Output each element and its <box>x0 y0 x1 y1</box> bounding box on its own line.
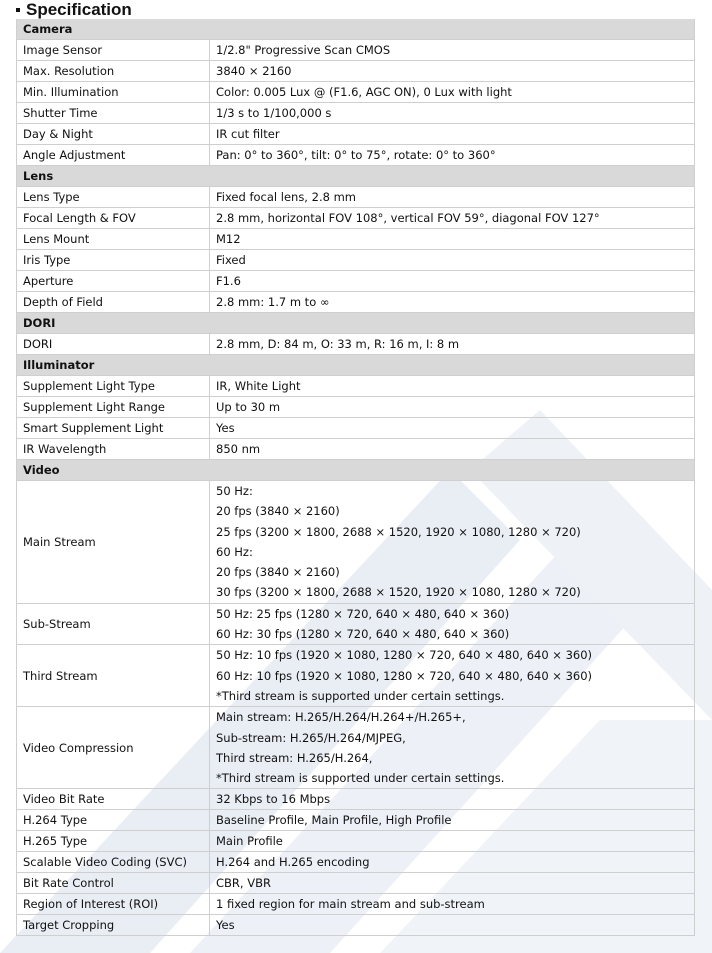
spec-value-line: *Third stream is supported under certain settings. <box>216 688 505 703</box>
spec-label: Supplement Light Type <box>17 376 210 397</box>
spec-label: Lens Mount <box>17 229 210 250</box>
page-title <box>16 0 132 19</box>
spec-row <box>17 915 695 936</box>
spec-row <box>17 852 695 873</box>
spec-value: 2.8 mm: 1.7 m to ∞ <box>210 292 695 313</box>
spec-value: 1 fixed region for main stream and sub-stream <box>210 894 695 915</box>
spec-value: Fixed focal lens, 2.8 mm <box>210 187 695 208</box>
spec-label: Min. Illumination <box>17 82 210 103</box>
spec-label: Iris Type <box>17 250 210 271</box>
spec-value: Up to 30 m <box>210 397 695 418</box>
spec-row <box>17 645 695 707</box>
spec-value: 3840 × 2160 <box>210 61 695 82</box>
spec-label: Day & Night <box>17 124 210 145</box>
spec-row <box>17 124 695 145</box>
specification-table <box>16 19 695 936</box>
spec-value: H.264 and H.265 encoding <box>210 852 695 873</box>
spec-label: Bit Rate Control <box>17 873 210 894</box>
spec-value-line: 50 Hz: <box>216 484 253 498</box>
section-title: Video <box>17 460 695 481</box>
spec-row <box>17 418 695 439</box>
spec-row <box>17 145 695 166</box>
spec-label: H.265 Type <box>17 831 210 852</box>
spec-value <box>210 707 695 789</box>
spec-row <box>17 439 695 460</box>
section-title: DORI <box>17 313 695 334</box>
spec-label: H.264 Type <box>17 810 210 831</box>
spec-value: IR cut filter <box>210 124 695 145</box>
spec-value-line: 60 Hz: 10 fps (1920 × 1080, 1280 × 720, 640 × 480, 640 × 360) <box>216 668 593 683</box>
spec-label: Shutter Time <box>17 103 210 124</box>
spec-value: Pan: 0° to 360°, tilt: 0° to 75°, rotate: 0° to 360° <box>210 145 695 166</box>
spec-row <box>17 810 695 831</box>
spec-value-line: 25 fps (3200 × 1800, 2688 × 1520, 1920 × 1080, 1280 × 720) <box>216 524 581 539</box>
spec-row <box>17 82 695 103</box>
spec-row <box>17 831 695 852</box>
section-title: Lens <box>17 166 695 187</box>
spec-value: Yes <box>210 915 695 936</box>
spec-label: DORI <box>17 334 210 355</box>
title-bullet-icon <box>16 8 20 12</box>
spec-label: Smart Supplement Light <box>17 418 210 439</box>
section-header-dori <box>17 313 695 334</box>
spec-value: M12 <box>210 229 695 250</box>
spec-value <box>210 603 695 645</box>
spec-value: CBR, VBR <box>210 873 695 894</box>
spec-row <box>17 187 695 208</box>
page-title-text: Specification <box>26 0 132 19</box>
spec-value <box>210 481 695 604</box>
spec-row <box>17 334 695 355</box>
section-title: Camera <box>17 19 695 40</box>
spec-label: Video Compression <box>17 707 210 789</box>
spec-value-line: 60 Hz: <box>216 544 253 559</box>
spec-value: 32 Kbps to 16 Mbps <box>210 789 695 810</box>
spec-value-line: 50 Hz: 25 fps (1280 × 720, 640 × 480, 640 × 360) <box>216 606 510 621</box>
spec-value: 2.8 mm, horizontal FOV 108°, vertical FOV 59°, diagonal FOV 127° <box>210 208 695 229</box>
spec-value <box>210 645 695 707</box>
section-title: Illuminator <box>17 355 695 376</box>
specification-table-body <box>17 19 695 936</box>
spec-row <box>17 103 695 124</box>
spec-row <box>17 873 695 894</box>
spec-value-line: Third stream: H.265/H.264, <box>216 750 373 765</box>
spec-value: 1/2.8" Progressive Scan CMOS <box>210 40 695 61</box>
spec-value: Main Profile <box>210 831 695 852</box>
spec-value-line: 20 fps (3840 × 2160) <box>216 504 340 519</box>
spec-row <box>17 376 695 397</box>
spec-row <box>17 271 695 292</box>
spec-value-line: Main stream: H.265/H.264/H.264+/H.265+, <box>216 710 466 725</box>
spec-value: F1.6 <box>210 271 695 292</box>
spec-label: Aperture <box>17 271 210 292</box>
section-header-camera <box>17 19 695 40</box>
spec-value: IR, White Light <box>210 376 695 397</box>
spec-label: Third Stream <box>17 645 210 707</box>
spec-label: Region of Interest (ROI) <box>17 894 210 915</box>
spec-label: Depth of Field <box>17 292 210 313</box>
spec-value-line: 30 fps (3200 × 1800, 2688 × 1520, 1920 × 1080, 1280 × 720) <box>216 585 581 600</box>
spec-row <box>17 250 695 271</box>
spec-label: Supplement Light Range <box>17 397 210 418</box>
spec-row <box>17 40 695 61</box>
spec-value-line: *Third stream is supported under certain settings. <box>216 771 505 786</box>
spec-row <box>17 397 695 418</box>
spec-row <box>17 208 695 229</box>
spec-value: Fixed <box>210 250 695 271</box>
spec-row <box>17 481 695 604</box>
spec-label: Target Cropping <box>17 915 210 936</box>
spec-value: Color: 0.005 Lux @ (F1.6, AGC ON), 0 Lux with light <box>210 82 695 103</box>
spec-value: Baseline Profile, Main Profile, High Profile <box>210 810 695 831</box>
spec-label: Max. Resolution <box>17 61 210 82</box>
spec-value-line: 60 Hz: 30 fps (1280 × 720, 640 × 480, 640 × 360) <box>216 627 510 642</box>
spec-value-line: 20 fps (3840 × 2160) <box>216 565 340 580</box>
spec-label: Image Sensor <box>17 40 210 61</box>
spec-row <box>17 603 695 645</box>
spec-value: Yes <box>210 418 695 439</box>
spec-label: Sub-Stream <box>17 603 210 645</box>
spec-value: 850 nm <box>210 439 695 460</box>
spec-value: 2.8 mm, D: 84 m, O: 33 m, R: 16 m, I: 8 m <box>210 334 695 355</box>
spec-value: 1/3 s to 1/100,000 s <box>210 103 695 124</box>
spec-value-line: 50 Hz: 10 fps (1920 × 1080, 1280 × 720, 640 × 480, 640 × 360) <box>216 648 593 663</box>
spec-label: Lens Type <box>17 187 210 208</box>
spec-row <box>17 894 695 915</box>
spec-row <box>17 229 695 250</box>
section-header-video <box>17 460 695 481</box>
spec-row <box>17 292 695 313</box>
spec-label: Scalable Video Coding (SVC) <box>17 852 210 873</box>
spec-label: Video Bit Rate <box>17 789 210 810</box>
spec-label: IR Wavelength <box>17 439 210 460</box>
spec-label: Angle Adjustment <box>17 145 210 166</box>
spec-row <box>17 789 695 810</box>
section-header-illuminator <box>17 355 695 376</box>
spec-label: Focal Length & FOV <box>17 208 210 229</box>
spec-label: Main Stream <box>17 481 210 604</box>
section-header-lens <box>17 166 695 187</box>
spec-row <box>17 61 695 82</box>
spec-row <box>17 707 695 789</box>
spec-value-line: Sub-stream: H.265/H.264/MJPEG, <box>216 730 406 745</box>
